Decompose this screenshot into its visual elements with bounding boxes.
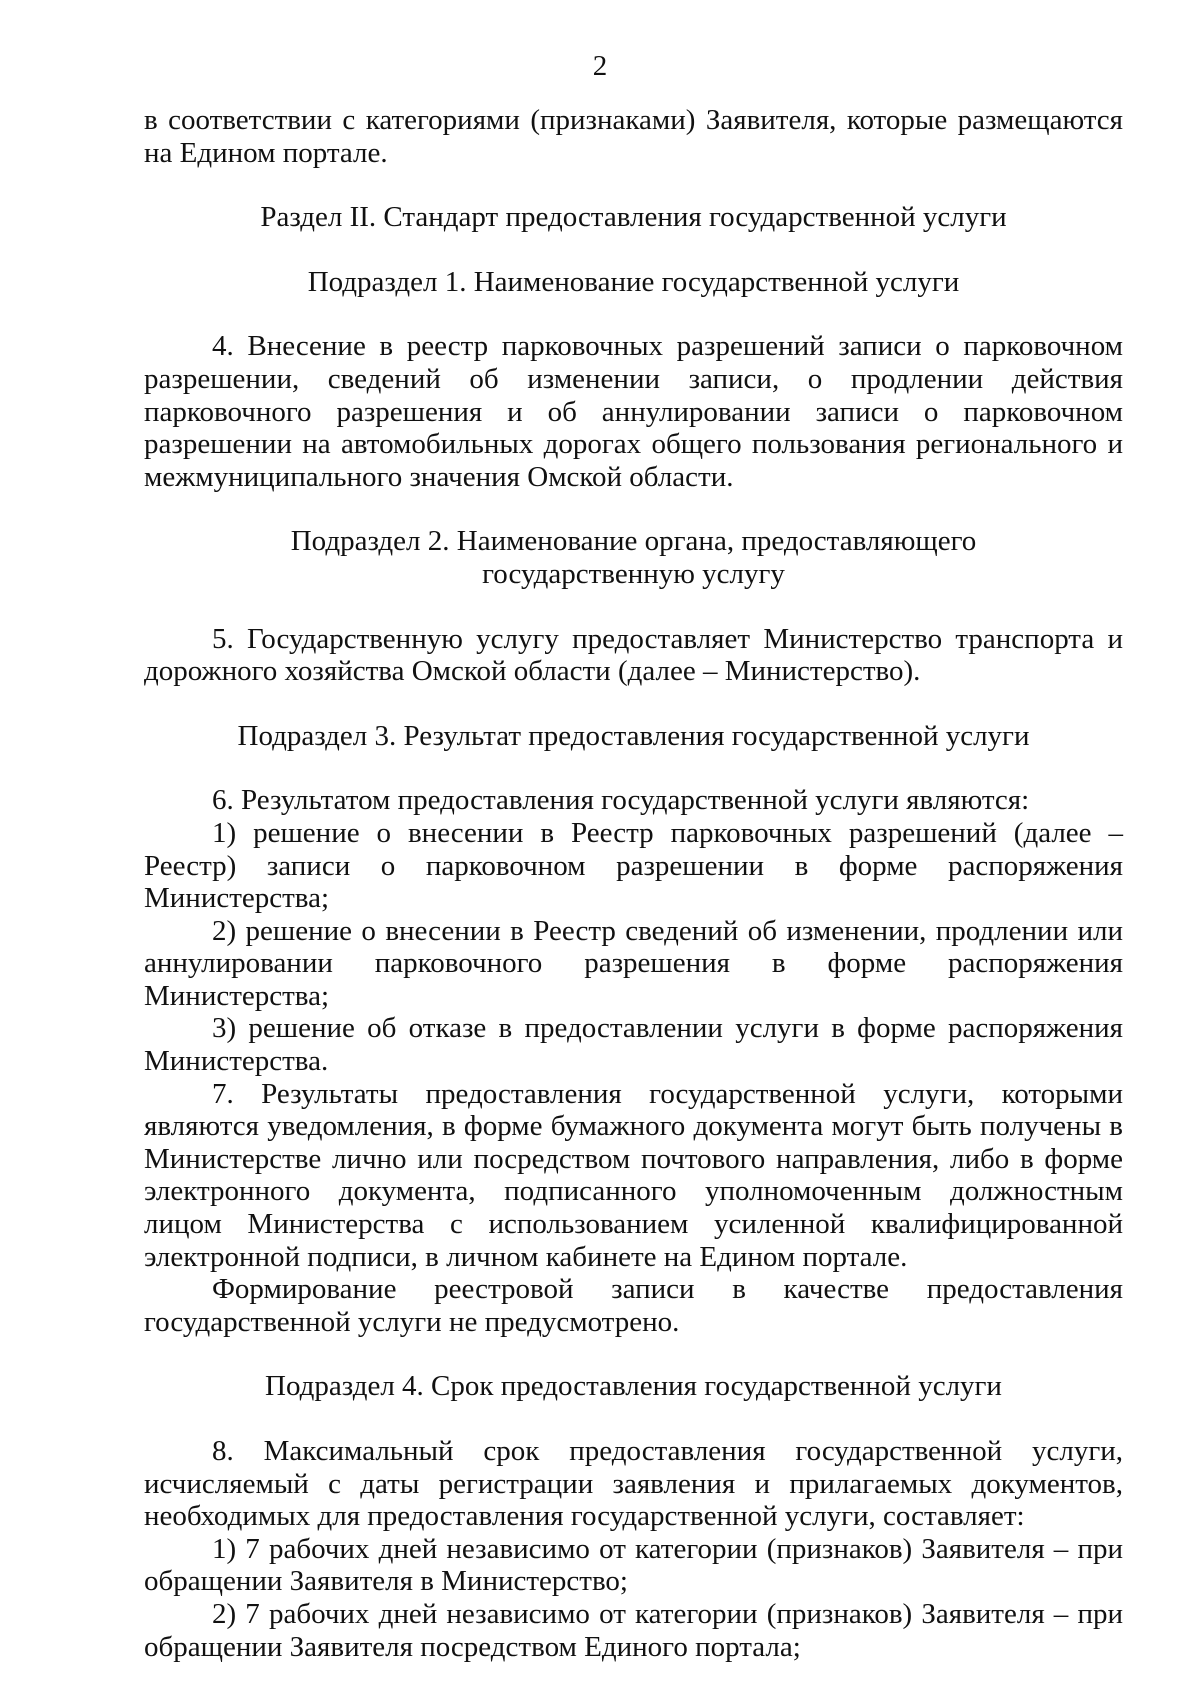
subsection-2-title-line2: государственную услугу [482, 557, 785, 590]
subsection-2-title-line1: Подраздел 2. Наименование органа, предоставляющего [290, 525, 977, 558]
page-number: 2 [592, 50, 608, 82]
paragraph-8: 8. Максимальный срок предоставления государственной услуги, исчисляемый с даты регистрации заявления и прилагаемых документов, необходимых для предоставления государственной услуги, составляет: [144, 1435, 1123, 1533]
section-title: Раздел II. Стандарт предоставления государственной услуги [260, 201, 1007, 234]
subsection-1-title: Подраздел 1. Наименование государственной услуги [307, 265, 960, 298]
document-body [144, 104, 1123, 1663]
paragraph-6-item-1: 1) решение о внесении в Реестр парковочных разрешений (далее – Реестр) записи о парковочном разрешении в форме распоряжения Министерства; [144, 816, 1123, 915]
paragraph-4: 4. Внесение в реестр парковочных разрешений записи о парковочном разрешении, сведений об изменении записи, о продлении действия парковочного разрешения и об аннулировании записи о парковочном разрешении на автомобильных дорогах общего пользования регионального и межмуниципального значения Омской области. [144, 330, 1123, 493]
paragraph-6-item-2: 2) решение о внесении в Реестр сведений об изменении, продлении или аннулировании парковочного разрешения в форме распоряжения Министерства; [144, 914, 1123, 1012]
paragraph-5: 5. Государственную услугу предоставляет Министерство транспорта и дорожного хозяйства Омской области (далее – Министерство). [144, 622, 1123, 688]
subsection-2-title [144, 525, 1123, 590]
paragraph-7: 7. Результаты предоставления государственной услуги, которыми являются уведомления, в форме бумажного документа могут быть получены в Министерстве лично или посредством почтового направления, либо в форме электронного документа, подписанного уполномоченным должностным лицом Министерства с использованием усиленной квалифицированной электронной подписи, в личном кабинете на Едином портале. [144, 1077, 1123, 1273]
subsection-3-title: Подраздел 3. Результат предоставления государственной услуги [237, 719, 1030, 752]
paragraph-6: 6. Результатом предоставления государственной услуги являются: [212, 784, 1030, 817]
paragraph-6-item-3: 3) решение об отказе в предоставлении услуги в форме распоряжения Министерства. [144, 1012, 1123, 1078]
paragraph-7-note: Формирование реестровой записи в качестве предоставления государственной услуги не предусмотрено. [144, 1273, 1123, 1338]
paragraph-8-item-2: 2) 7 рабочих дней независимо от категории (признаков) Заявителя – при обращении Заявителя посредством Единого портала; [144, 1597, 1123, 1663]
paragraph-8-item-1: 1) 7 рабочих дней независимо от категории (признаков) Заявителя – при обращении Заявителя в Министерство; [144, 1532, 1123, 1598]
subsection-4-title: Подраздел 4. Срок предоставления государственной услуги [265, 1370, 1002, 1403]
continuation-paragraph: в соответствии с категориями (признаками) Заявителя, которые размещаются на Едином портале. [144, 104, 1123, 169]
